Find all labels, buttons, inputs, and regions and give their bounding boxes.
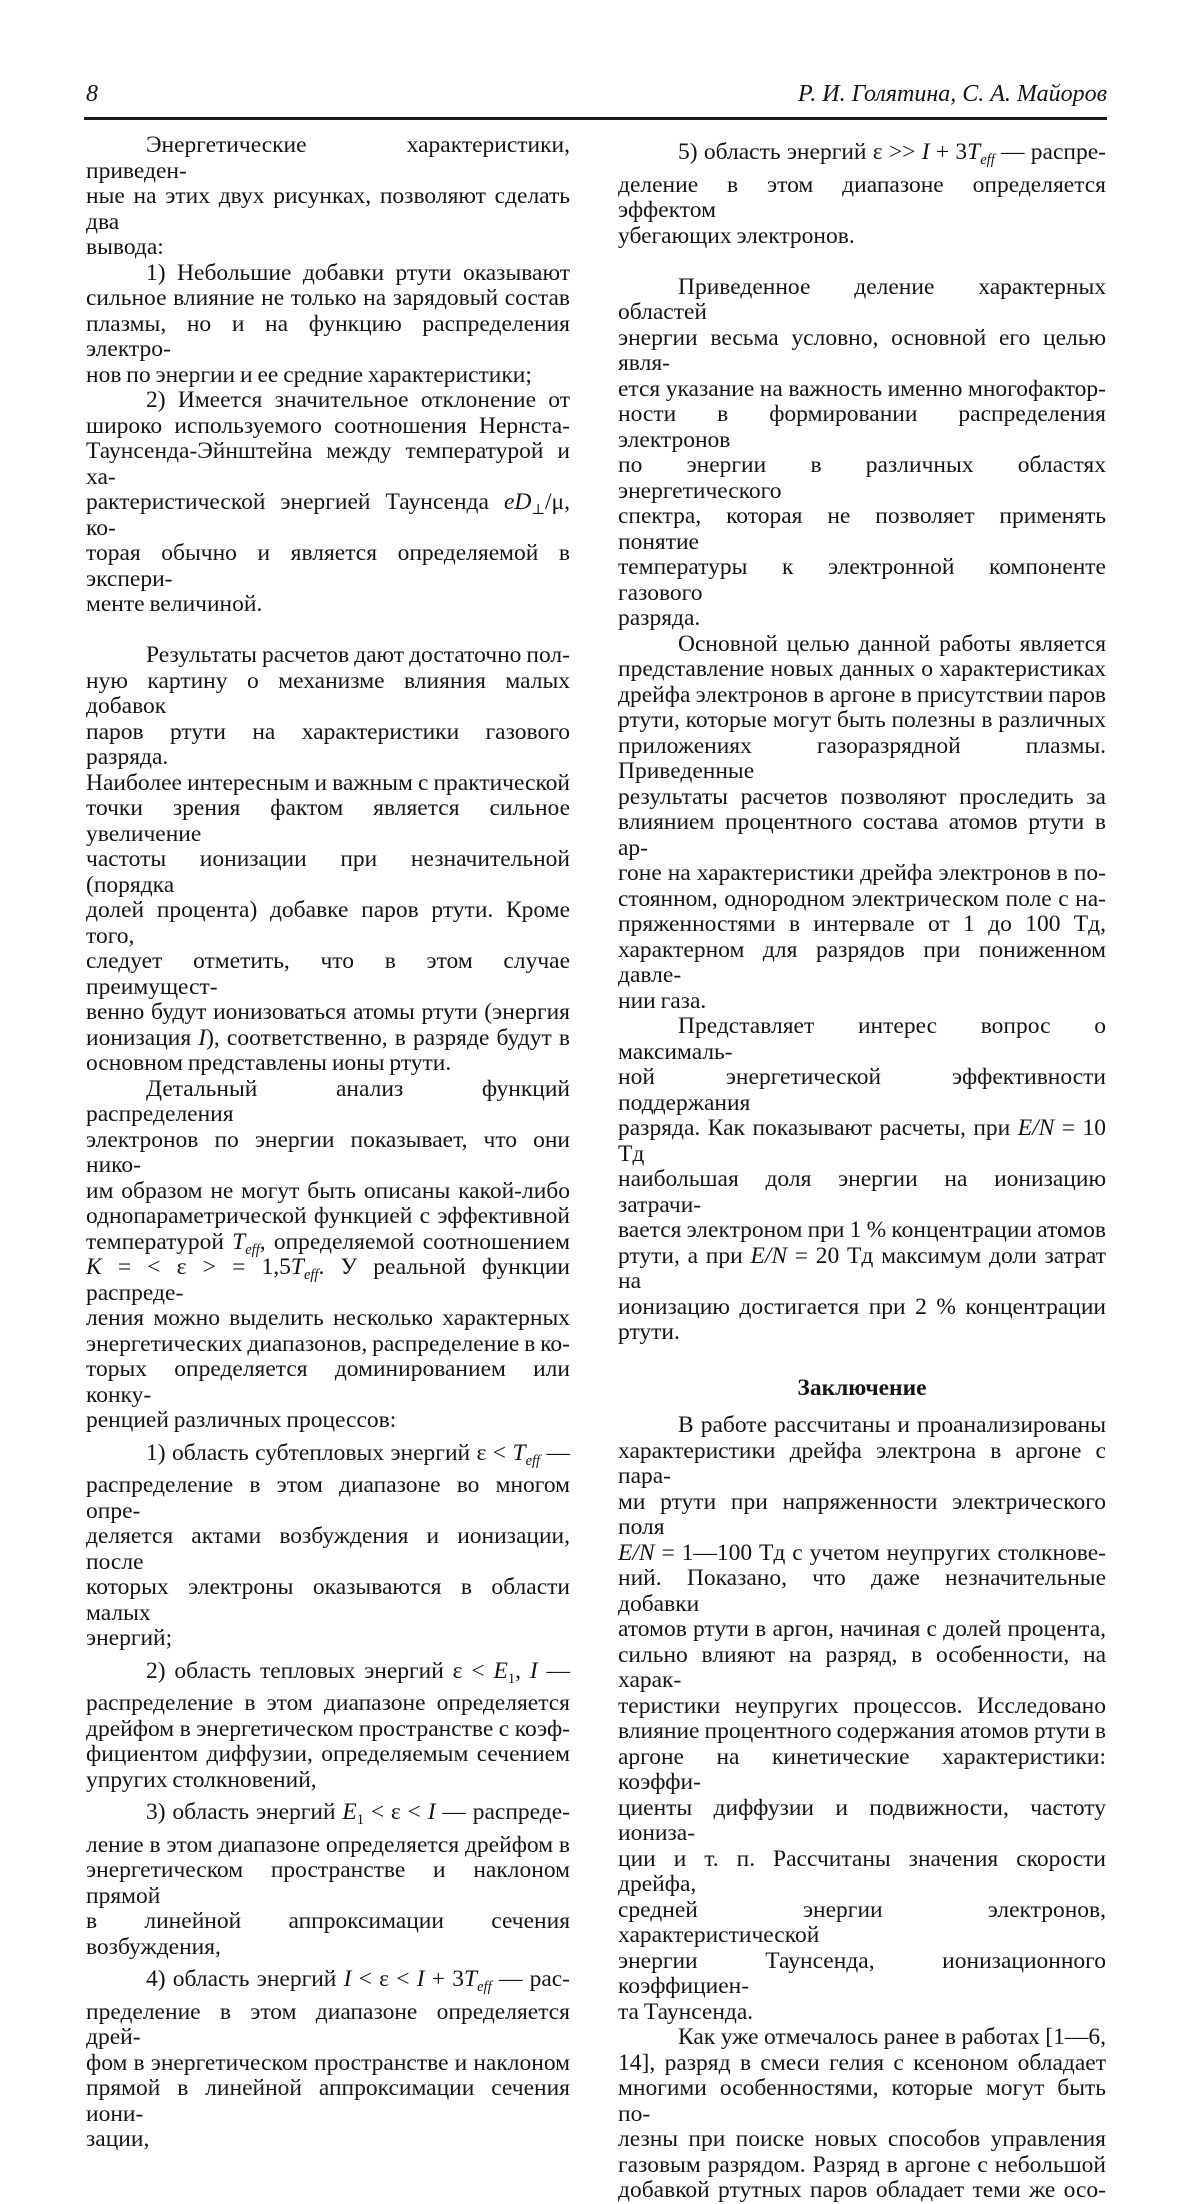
page-header <box>86 80 1107 108</box>
text-line: Результаты расчетов дают достаточно пол- <box>146 642 570 668</box>
text-line: Наиболее интересным и важным с практической <box>86 769 570 796</box>
text-line: 2) область тепловых энергий $\varepsilon < E_1$, I — <box>146 1657 571 1687</box>
left-column <box>86 133 570 2204</box>
text-line: Приведенное деление характерных областей <box>618 273 1106 325</box>
text-line: нов по энергии и ее средние характеристики; <box>86 361 532 388</box>
text-line: торых определяется доминированием или конку- <box>86 1356 570 1408</box>
text-line: ний. Показано, что даже незначительные добавки <box>618 1565 1106 1617</box>
text-line: деляется актами возбуждения и ионизации, после <box>86 1523 570 1575</box>
text-line: широко используемого соотношения Нернста- <box>86 412 570 439</box>
text-line: ной энергетической эффективности поддержания <box>618 1064 1106 1116</box>
text-line: циенты диффузии и подвижности, частоту иониза- <box>618 1794 1106 1846</box>
text-line: 2) Имеется значительное отклонение от <box>146 387 570 413</box>
text-line: менте величиной. <box>86 591 263 617</box>
blank-line <box>86 618 570 644</box>
text-line: 5) область энергий $\varepsilon >> I + 3T_{eff}$ — распре- <box>678 139 1107 168</box>
text-line: фом в энергетическом пространстве и наклоном <box>86 2049 570 2076</box>
text-line: прямой в линейной аппроксимации сечения иони- <box>86 2075 570 2127</box>
text-line: в линейной аппроксимации сечения возбуждения, <box>86 1908 570 1960</box>
text-line: венно будут ионизоваться атомы ртути (энергия <box>86 999 570 1025</box>
text-line: пределение в этом диапазоне определяется дрей- <box>86 1998 570 2050</box>
text-line: энергии Таунсенда, ионизационного коэффициен- <box>618 1947 1106 1999</box>
text-line: влиянием процентного состава атомов ртути в ар- <box>618 809 1106 861</box>
blank-line <box>618 249 1106 275</box>
text-line: дрейфа электронов в аргоне в присутствии паров <box>618 681 1106 708</box>
text-line: плазмы, но и на функцию распределения электро- <box>86 310 570 362</box>
text-line: ные на этих двух рисунках, позволяют сделать два <box>86 183 570 235</box>
text-line: распределение в этом диапазоне во многом опре- <box>86 1472 570 1524</box>
text-line: которых электроны оказываются в области малых <box>86 1574 570 1626</box>
text-line: многими особенностями, которые могут быть по- <box>618 2075 1106 2127</box>
text-line: лезны при поиске новых способов управления <box>618 2126 1106 2152</box>
text-line: ления можно выделить несколько характерных <box>86 1305 570 1331</box>
text-line: приложениях газоразрядной плазмы. Приведенные <box>618 732 1106 784</box>
text-line: энергетическом пространстве и наклоном прямой <box>86 1857 570 1909</box>
two-column-body <box>86 133 1106 2204</box>
text-line: энергий; <box>86 1625 173 1651</box>
text-line: гоне на характеристики дрейфа электронов в по- <box>618 860 1106 886</box>
text-line: результаты расчетов позволяют проследить за <box>618 783 1106 810</box>
text-line: ется указание на важность именно многофактор- <box>618 375 1106 402</box>
text-line: Основной целью данной работы является <box>678 630 1106 657</box>
text-line: ртути, которые могут быть полезны в различных <box>618 707 1106 733</box>
text-line: сильное влияние не только на зарядовый состав <box>86 285 570 311</box>
text-line: 1) Небольшие добавки ртути оказывают <box>146 259 570 286</box>
text-line: вается электроном при 1 % концентрации атомов <box>618 1217 1106 1243</box>
right-column <box>618 133 1106 2204</box>
text-line: ионизация I), соответственно, в разряде будут в <box>86 1024 571 1051</box>
text-line: упругих столкновений, <box>86 1766 317 1793</box>
text-line: ности в формировании распределения электронов <box>618 401 1106 453</box>
text-line: спектра, которая не позволяет применять понятие <box>618 503 1106 555</box>
text-line: атомов ртути в аргон, начиная с долей процента, <box>618 1616 1106 1642</box>
text-line: В работе рассчитаны и проанализированы <box>678 1412 1106 1438</box>
text-line: точки зрения фактом является сильное увеличение <box>86 795 570 847</box>
text-line: добавкой ртутных паров обладает теми же осо- <box>618 2177 1106 2203</box>
text-line: им образом не могут быть описаны какой-либо <box>86 1177 570 1204</box>
text-line: распределение в этом диапазоне определяется <box>86 1690 570 1716</box>
text-line: пряженностями в интервале от 1 до 100 Тд, <box>618 911 1106 937</box>
text-line: теристики неупругих процессов. Исследовано <box>618 1692 1106 1719</box>
text-line: разряда. <box>618 605 701 631</box>
text-line: стоянном, однородном электрическом поле с на- <box>618 885 1106 912</box>
text-line: убегающих электронов. <box>618 222 855 249</box>
text-line: ртути, а при E/N = 20 Тд максимум доли затрат на <box>618 1242 1106 1294</box>
text-line: ми ртути при напряженности электрического поля <box>618 1488 1106 1540</box>
text-line: представление новых данных о характеристиках <box>618 656 1106 682</box>
text-line: Как уже отмечалось ранее в работах [1—6, <box>678 2024 1106 2050</box>
text-line: Энергетические характеристики, приведен- <box>86 132 570 184</box>
text-line: K = < ε > = $1,5T_{eff}$. У реальной функции распреде- <box>86 1254 570 1306</box>
text-line: ионизацию достигается при 2 % концентрации <box>618 1293 1106 1320</box>
text-line: ренцией различных процессов: <box>86 1407 397 1433</box>
text-line: паров ртути на характеристики газового разряда. <box>86 718 570 770</box>
text-line: электронов по энергии показывает, что они нико- <box>86 1126 570 1178</box>
text-line: фициентом диффузии, определяемым сечением <box>86 1741 570 1767</box>
text-line: 4) область энергий $I < \varepsilon < I + 3T_{eff}$ — рас- <box>146 1966 571 1995</box>
text-line: по энергии в различных областях энергетического <box>618 452 1106 504</box>
text-line: деление в этом диапазоне определяется эффектом <box>618 171 1106 223</box>
text-line: влияние процентного содержания атомов ртути в <box>618 1718 1106 1744</box>
text-line: Таунсенда-Эйнштейна между температурой и ха- <box>86 438 570 490</box>
text-line: ртути. <box>618 1319 680 1345</box>
text-line: ции и т. п. Рассчитаны значения скорости дрейфа, <box>618 1845 1106 1897</box>
text-line: вывода: <box>86 234 164 260</box>
text-line: основном представлены ионы ртути. <box>86 1050 452 1076</box>
text-line: характерном для разрядов при пониженном давле- <box>618 936 1106 988</box>
header-rule <box>84 117 1107 120</box>
text-line: наибольшая доля энергии на ионизацию затрачи- <box>618 1166 1106 1218</box>
section-heading-conclusion: Заключение <box>797 1374 927 1401</box>
text-line: энергии весьма условно, основной его целью явля- <box>618 324 1106 376</box>
text-line: средней энергии электронов, характеристической <box>618 1896 1106 1948</box>
text-line: энергетических диапазонов, распределение в ко- <box>86 1330 570 1357</box>
running-head-authors: Р. И. Голятина, С. А. Майоров <box>798 81 1107 107</box>
text-line: ную картину о механизме влияния малых добавок <box>86 667 570 719</box>
text-line: зации, <box>86 2126 150 2152</box>
text-line: та Таунсенда. <box>618 1998 754 2025</box>
text-line: газовым разрядом. Разряд в аргоне с небольшой <box>618 2151 1106 2178</box>
page-number: 8 <box>86 81 98 107</box>
text-line: дрейфом в энергетическом пространстве с коэф- <box>86 1715 570 1742</box>
text-line: разряда. Как показывают расчеты, при E/N = 10 Тд <box>618 1115 1106 1167</box>
text-line: 3) область энергий $E_1 < \varepsilon < I$ — распреде- <box>146 1799 570 1828</box>
text-line: ление в этом диапазоне определяется дрейфом в <box>86 1831 570 1858</box>
text-line: аргоне на кинетические характеристики: коэффи- <box>618 1743 1106 1795</box>
text-line: нии газа. <box>618 987 707 1014</box>
text-line: 14], разряд в смеси гелия с ксеноном обладает <box>618 2049 1106 2076</box>
text-line: сильно влияют на разряд, в особенности, на харак- <box>618 1641 1106 1693</box>
text-line: рактеристической энергией Таунсенда $eD_\perp/\mu$, ко- <box>86 489 570 541</box>
text-line: E/N = 1—100 Тд с учетом неупругих столкнове- <box>618 1539 1106 1566</box>
text-line: Представляет интерес вопрос о максималь- <box>618 1013 1106 1065</box>
text-line: температурой $T_{eff}$, определяемой соотношением <box>86 1228 570 1258</box>
text-line: торая обычно и является определяемой в экспери- <box>86 540 570 592</box>
text-line: 1) область субтепловых энергий $\varepsilon < T_{eff}$ — <box>146 1439 571 1469</box>
text-line: температуры к электронной компоненте газового <box>618 554 1106 606</box>
text-line: Детальный анализ функций распределения <box>86 1075 570 1127</box>
text-line: однопараметрической функцией с эффективной <box>86 1203 570 1229</box>
text-line: частоты ионизации при незначительной (порядка <box>86 846 570 898</box>
text-line: следует отметить, что в этом случае преимущест- <box>86 948 570 1000</box>
text-line: характеристики дрейфа электрона в аргоне с пара- <box>618 1437 1106 1489</box>
text-line: долей процента) добавке паров ртути. Кроме того, <box>86 897 570 949</box>
